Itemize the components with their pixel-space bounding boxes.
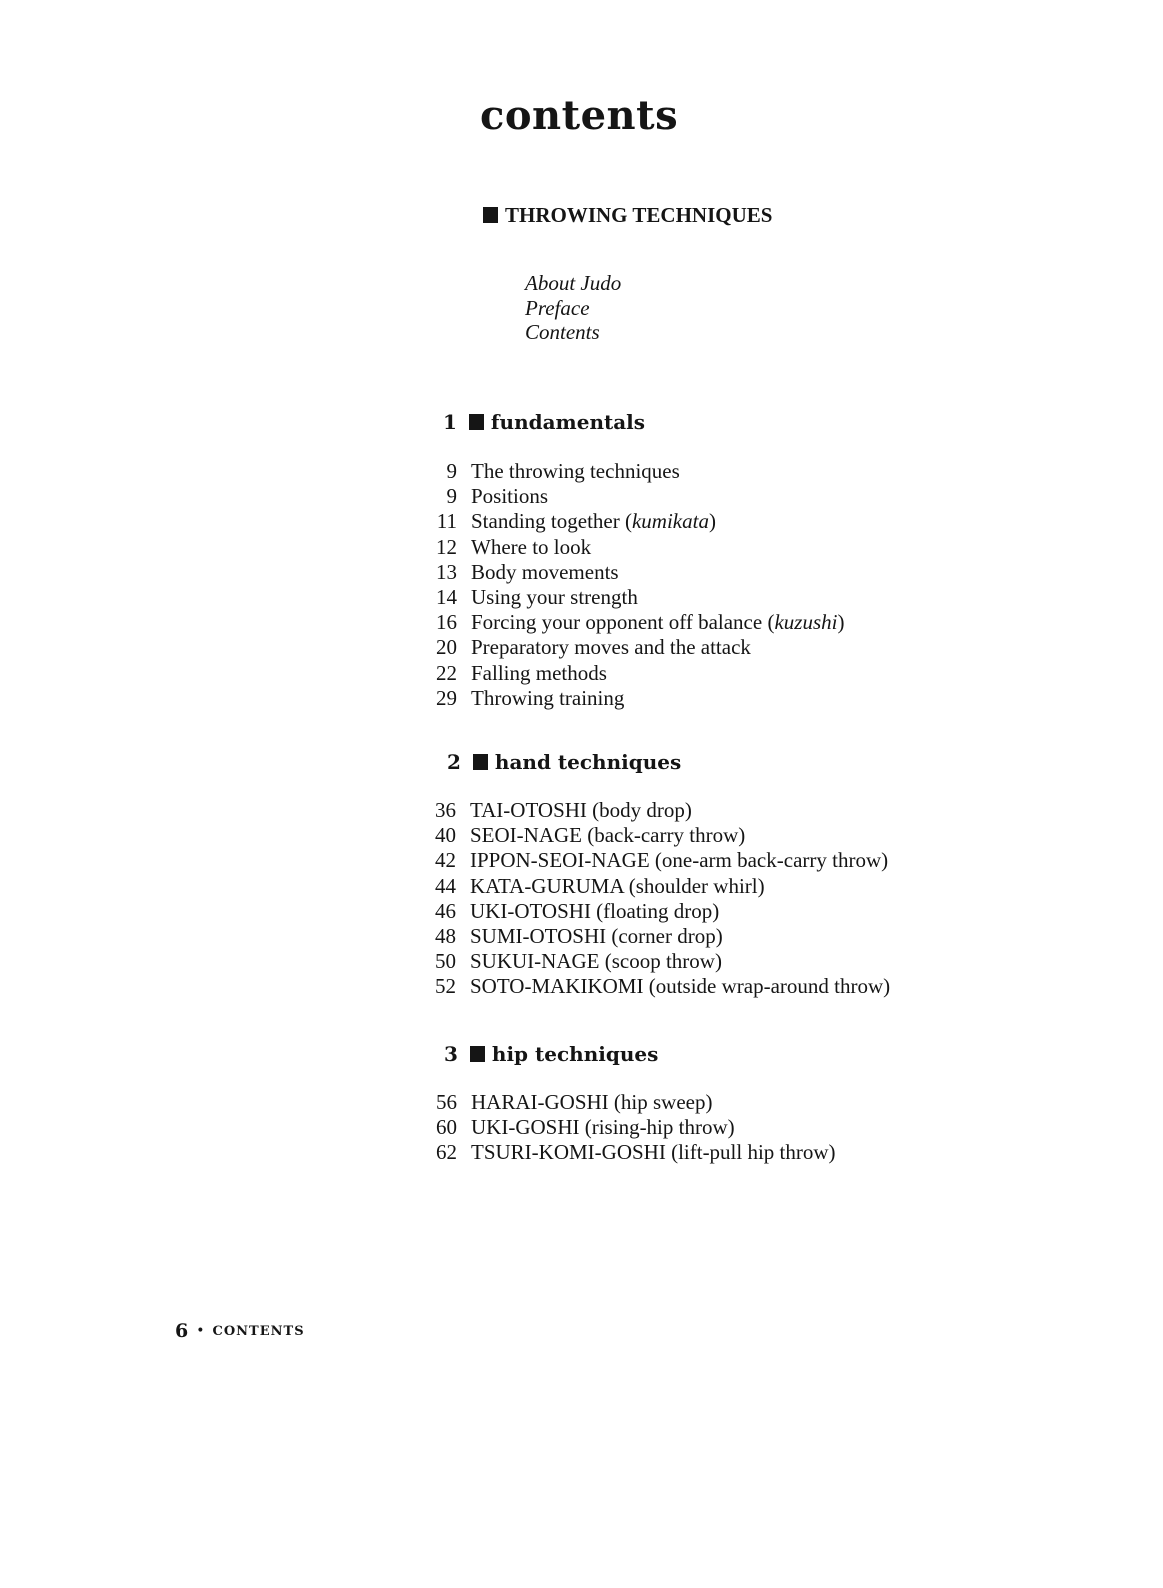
toc-entry-title: UKI-GOSHI (rising-hip throw): [471, 1115, 735, 1140]
toc-page-number: 50: [435, 949, 456, 974]
toc-entry[interactable]: [421, 1140, 836, 1165]
toc-page-number: 14: [436, 585, 457, 610]
footer-page-number: 6: [175, 1320, 189, 1342]
toc-entry-title: Body movements: [471, 559, 619, 584]
toc-entry[interactable]: [420, 823, 890, 848]
toc-page-number: 16: [436, 610, 457, 635]
front-matter-item: Preface: [525, 295, 590, 320]
page-footer: [175, 1320, 305, 1342]
toc-page-number: 62: [436, 1140, 457, 1165]
toc-entry[interactable]: [420, 974, 890, 999]
square-bullet-icon: [470, 1046, 485, 1062]
toc-entry-title: SOTO-MAKIKOMI (outside wrap-around throw): [470, 974, 891, 999]
toc-page-number: 42: [435, 848, 456, 873]
toc-entry-title: SEOI-NAGE (back-carry throw): [470, 823, 746, 848]
footer-label: CONTENTS: [212, 1324, 305, 1339]
square-bullet-icon: [483, 207, 498, 223]
toc-entry-title: Throwing training: [471, 685, 625, 710]
toc-page-number: 13: [436, 559, 457, 584]
toc-page-number: 36: [435, 798, 456, 822]
front-matter-item: About Judo: [525, 271, 622, 295]
toc-page-number: 48: [435, 924, 456, 949]
toc-entry-title: The throwing techniques: [471, 459, 680, 483]
toc-page-number: 11: [436, 509, 457, 534]
chapter-heading: [443, 410, 645, 434]
toc-page-number: 9: [446, 459, 457, 483]
toc-page-number: 44: [435, 873, 456, 898]
toc-page-number: 20: [436, 635, 457, 660]
toc-page-number: 56: [436, 1090, 457, 1114]
toc-entry-title: TSURI-KOMI-GOSHI (lift-pull hip throw): [471, 1140, 836, 1165]
toc-entry[interactable]: [421, 535, 844, 560]
toc-page-number: 22: [436, 660, 457, 685]
toc-entry-title: Positions: [471, 484, 549, 509]
toc-entry[interactable]: [421, 1115, 836, 1140]
chapter-number: 2: [447, 750, 461, 774]
toc-entry[interactable]: [420, 924, 890, 949]
japanese-term: kuzushi: [774, 610, 838, 635]
toc-entry-title: Standing together (kumikata): [471, 509, 716, 534]
toc-page-number: 52: [435, 974, 456, 999]
footer-separator: •: [196, 1323, 205, 1339]
toc-entry-title: UKI-OTOSHI (floating drop): [470, 898, 720, 923]
square-bullet-icon: [473, 754, 488, 770]
square-bullet-icon: [469, 414, 484, 430]
toc-entry-title: Forcing your opponent off balance (kuzushi): [471, 610, 845, 635]
part-heading: [483, 203, 772, 228]
page-title: contents: [480, 92, 679, 139]
toc-entry-title: Using your strength: [471, 585, 638, 610]
toc-entry[interactable]: [421, 585, 844, 610]
chapter-title: hand techniques: [494, 750, 682, 774]
toc-entry[interactable]: [420, 848, 890, 873]
toc-entry[interactable]: [420, 874, 890, 899]
chapter-number: 3: [444, 1042, 458, 1066]
toc-entry[interactable]: [421, 560, 844, 585]
toc-entry[interactable]: [421, 459, 844, 484]
toc-page-number: 12: [436, 534, 457, 559]
chapter-entries: [421, 459, 844, 711]
front-matter-item: Contents: [525, 320, 600, 344]
toc-entry-title: Where to look: [471, 534, 592, 559]
chapter-entries: [420, 798, 890, 1000]
toc-entry[interactable]: [421, 610, 844, 635]
toc-entry-title: SUKUI-NAGE (scoop throw): [470, 949, 722, 974]
japanese-term: kumikata: [631, 509, 709, 534]
toc-page-number: 40: [435, 823, 456, 848]
chapter-entries: [421, 1090, 836, 1166]
toc-page-number: 60: [436, 1115, 457, 1140]
toc-entry-title: Falling methods: [471, 660, 607, 685]
part-heading-label: THROWING TECHNIQUES: [505, 203, 773, 227]
chapter-number: 1: [443, 410, 457, 434]
toc-entry[interactable]: [421, 1090, 836, 1115]
toc-entry[interactable]: [420, 899, 890, 924]
toc-entry-title: Preparatory moves and the attack: [471, 635, 751, 660]
toc-entry-title: SUMI-OTOSHI (corner drop): [470, 924, 723, 949]
toc-entry-title: KATA-GURUMA (shoulder whirl): [470, 873, 765, 898]
toc-entry[interactable]: [421, 686, 844, 711]
toc-entry[interactable]: [421, 509, 844, 534]
toc-entry-title: IPPON-SEOI-NAGE (one-arm back-carry throw): [470, 848, 889, 873]
toc-entry[interactable]: [420, 798, 890, 823]
chapter-title: fundamentals: [490, 410, 646, 434]
toc-page-number: 9: [446, 484, 457, 509]
front-matter-list: [525, 271, 621, 345]
toc-entry[interactable]: [421, 484, 844, 509]
chapter-heading: [447, 750, 681, 774]
toc-page-number: 46: [435, 898, 456, 923]
toc-entry[interactable]: [420, 949, 890, 974]
toc-entry[interactable]: [421, 661, 844, 686]
chapter-heading: [444, 1042, 658, 1066]
toc-entry[interactable]: [421, 635, 844, 660]
toc-page-number: 29: [436, 685, 457, 710]
toc-entry-title: HARAI-GOSHI (hip sweep): [471, 1090, 713, 1114]
toc-entry-title: TAI-OTOSHI (body drop): [470, 798, 692, 822]
chapter-title: hip techniques: [491, 1042, 659, 1066]
